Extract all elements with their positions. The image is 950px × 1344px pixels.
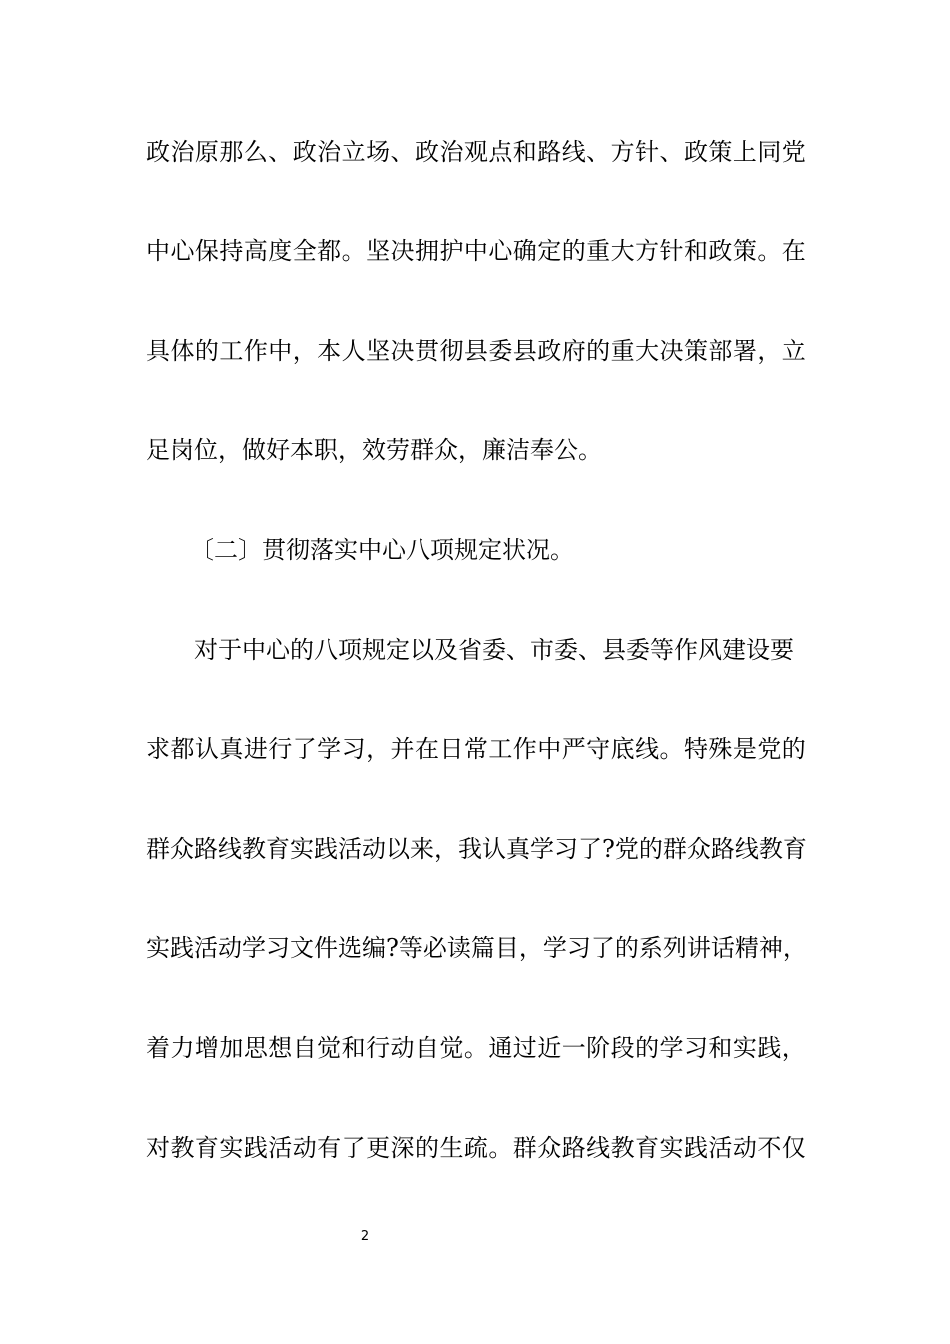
text-line-2: 中 心 保 持 高 度 全 都 。 坚 决 拥 护 中 心 确 定 的 重 大 方 针 和 政 策 。 在 (146, 237, 806, 265)
text-line-1: 政 治 原 那 么 、 政 治 立 场 、 政 治 观 点 和 路 线 、 方 针 、 政 策 上 同 党 (146, 138, 806, 166)
text-line-6: 对于中心的八项规定以及省委、市委、县委等作风建设要 (194, 636, 794, 664)
section-heading: 〔二〕贯彻落实中心八项规定状况。 (190, 536, 574, 564)
text-line-8: 群 众 路 线 教 育 实 践 活 动 以 来 ， 我 认 真 学 习 了 ? 党 的 群 众 路 线 教 育 (146, 835, 807, 863)
text-line-3: 具 体 的 工 作 中 ， 本 人 坚 决 贯 彻 县 委 县 政 府 的 重 大 决 策 部 署 ， 立 (146, 337, 806, 365)
text-line-9: 实 践 活 动 学 习 文 件 选 编 ? 等 必 读 篇 目 ， 学 习 了 的 系 列 讲 话 精 神 ， (146, 934, 807, 962)
page-number: 2 (360, 1229, 370, 1244)
text-line-11: 对 教 育 实 践 活 动 有 了 更 深 的 生 疏 。 群 众 路 线 教 育 实 践 活 动 不 仅 (146, 1134, 806, 1162)
text-line-4: 足岗位，做好本职，效劳群众，廉洁奉公。 (146, 436, 602, 464)
text-line-10: 着 力 增 加 思 想 自 觉 和 行 动 自 觉 。 通 过 近 一 阶 段 的 学 习 和 实 践 ， (146, 1034, 806, 1062)
text-line-7: 求 都 认 真 进 行 了 学 习 ， 并 在 日 常 工 作 中 严 守 底 线 。 特 殊 是 党 的 (146, 735, 806, 763)
